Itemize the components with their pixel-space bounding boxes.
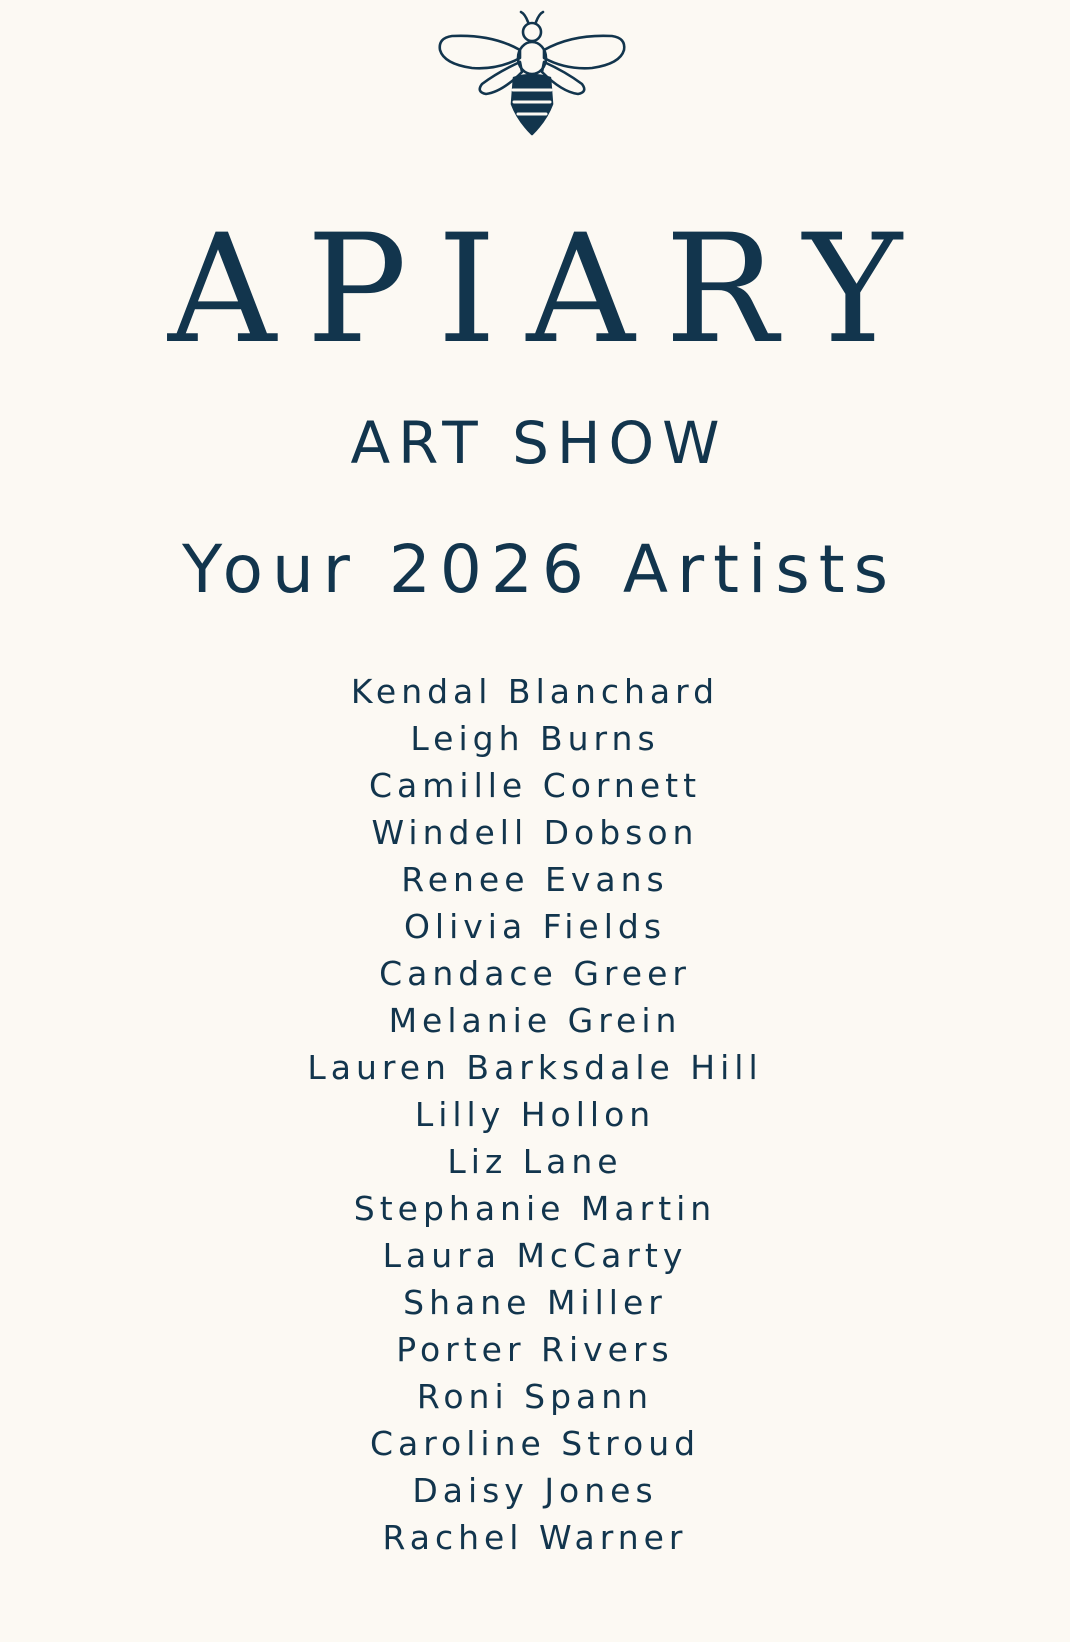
artist-name: Caroline Stroud xyxy=(369,1424,701,1463)
show-title: APIARY xyxy=(167,203,933,377)
artist-name: Windell Dobson xyxy=(371,813,699,852)
artist-name: Shane Miller xyxy=(403,1283,667,1322)
artist-name: Lauren Barksdale Hill xyxy=(307,1048,763,1087)
artist-name: Roni Spann xyxy=(416,1377,654,1416)
artist-name: Rachel Warner xyxy=(382,1518,688,1557)
artists-heading: Your 2026 Artists xyxy=(182,531,897,608)
artist-name: Olivia Fields xyxy=(403,907,667,946)
artist-name: Stephanie Martin xyxy=(353,1189,717,1228)
bee-icon xyxy=(432,8,632,140)
show-subtitle: ART SHOW xyxy=(350,409,728,477)
artist-name: Porter Rivers xyxy=(396,1330,674,1369)
artist-name: Melanie Grein xyxy=(388,1001,682,1040)
artist-list xyxy=(0,668,1070,1561)
artist-name: Liz Lane xyxy=(447,1142,623,1181)
artist-name: Laura McCarty xyxy=(382,1236,688,1275)
artist-name: Daisy Jones xyxy=(412,1471,658,1510)
artist-name: Kendal Blanchard xyxy=(350,672,720,711)
artist-name: Candace Greer xyxy=(379,954,691,993)
artist-name: Lilly Hollon xyxy=(414,1095,656,1134)
artist-name: Camille Cornett xyxy=(368,766,702,805)
artist-name: Renee Evans xyxy=(401,860,669,899)
artist-name: Leigh Burns xyxy=(410,719,660,758)
